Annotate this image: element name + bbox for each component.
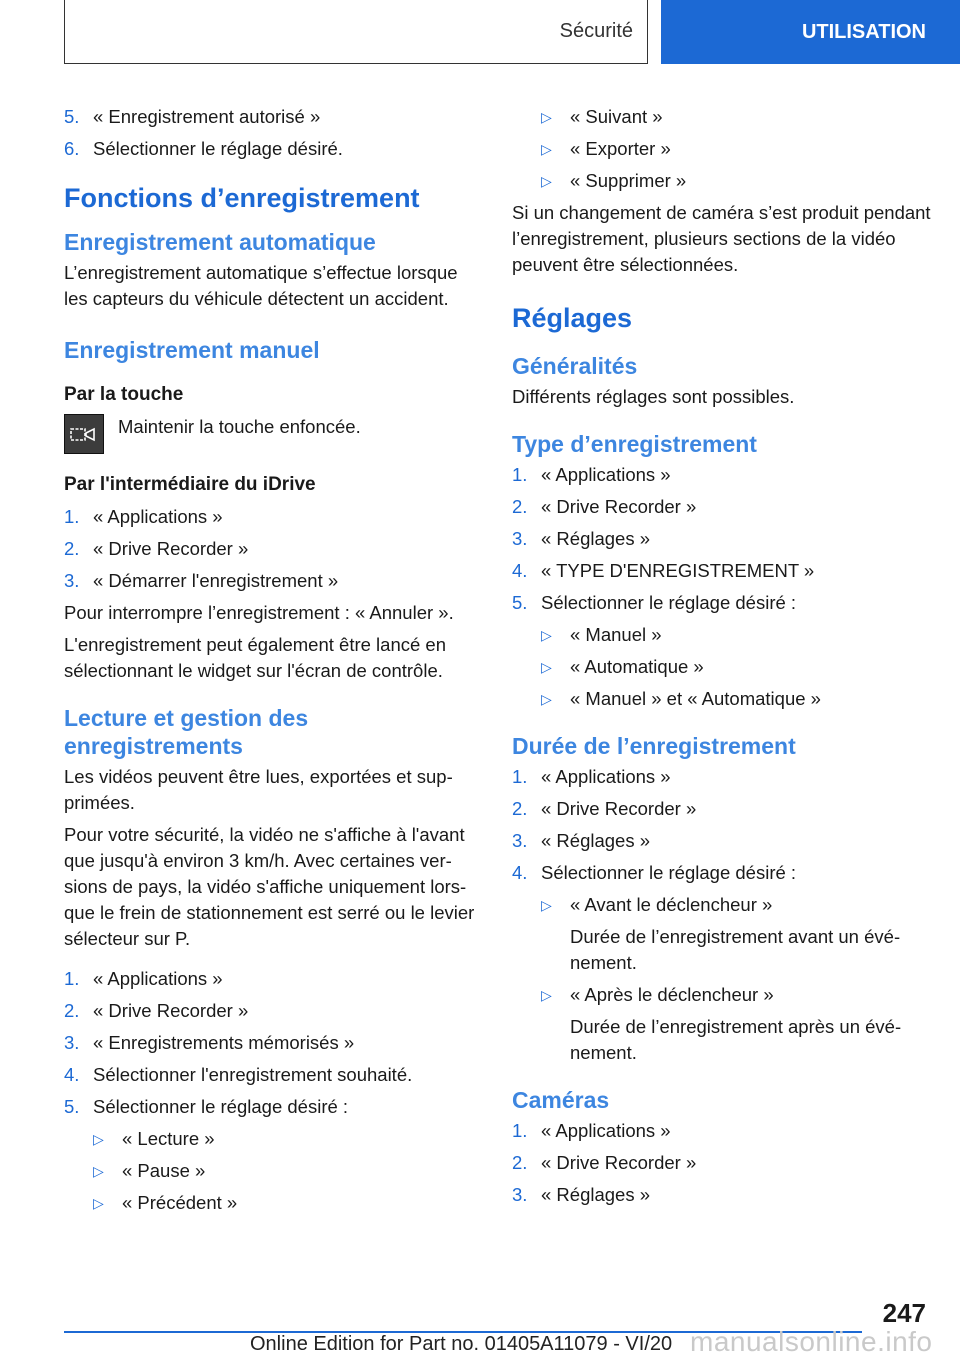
sub-text: « Exporter »	[570, 138, 671, 159]
sub-description: Durée de l’enregistrement après un événement.	[570, 1016, 902, 1063]
list-number: 1.	[64, 968, 80, 989]
list-number: 6.	[64, 138, 80, 159]
sub-item	[512, 622, 932, 648]
list-item	[64, 504, 482, 530]
list-number: 3.	[512, 830, 528, 851]
paragraph-videos: Les vidéos peuvent être lues, exportées et supprimées.	[64, 766, 453, 813]
list-number: 1.	[64, 506, 80, 527]
sub-item	[512, 892, 932, 918]
list-text: « Applications »	[541, 464, 671, 485]
bullet-triangle-icon: ▷	[541, 691, 552, 707]
list-number: 2.	[512, 1152, 528, 1173]
sub-item	[512, 136, 932, 162]
list-item	[512, 558, 932, 584]
bullet-triangle-icon: ▷	[541, 141, 552, 157]
list-item	[512, 764, 932, 790]
paragraph-auto: L’enregistrement automatique s’effectue lorsque les capteurs du véhicule détectent un accident.	[64, 262, 458, 309]
list-number: 1.	[512, 1120, 528, 1141]
paragraph-securite: Pour votre sécurité, la vidéo ne s'affiche à l'avant que jusqu'à environ 3 km/h. Avec certaines versions de pays, la vidéo s'affiche uniquement lorsque le frein de stationnement est serré ou le levier sélecteur sur P.	[64, 824, 475, 949]
sub-item	[512, 104, 932, 130]
sub-text: « Suivant »	[570, 106, 663, 127]
list-text: « Applications »	[93, 968, 223, 989]
bullet-triangle-icon: ▷	[541, 659, 552, 675]
list-number: 2.	[64, 1000, 80, 1021]
paragraph-interrompre: Pour interrompre l’enregistrement : « Annuler ».	[64, 602, 454, 623]
sub-text: « Après le déclencheur »	[570, 984, 774, 1005]
sub-item	[64, 1126, 482, 1152]
list-item	[64, 136, 482, 162]
list-item	[512, 462, 932, 488]
list-number: 4.	[512, 862, 528, 883]
list-text: « Drive Recorder »	[541, 496, 697, 517]
sub-item	[512, 982, 932, 1008]
bullet-triangle-icon: ▷	[93, 1195, 104, 1211]
list-number: 1.	[512, 766, 528, 787]
sub-description: Durée de l’enregistrement avant un événement.	[570, 926, 901, 973]
bullet-triangle-icon: ▷	[93, 1163, 104, 1179]
list-item	[512, 494, 932, 520]
heading-lecture: Lecture et gestion des enregistrements	[64, 705, 309, 759]
list-text: Sélectionner le réglage désiré :	[541, 862, 797, 883]
heading-reglages: Réglages	[512, 303, 633, 333]
sub-item	[512, 168, 932, 194]
list-text: « Applications »	[541, 766, 671, 787]
bullet-triangle-icon: ▷	[541, 173, 552, 189]
left-column	[64, 104, 482, 1222]
list-number: 5.	[64, 106, 80, 127]
bullet-triangle-icon: ▷	[541, 897, 552, 913]
list-item	[64, 966, 482, 992]
list-text: « Applications »	[541, 1120, 671, 1141]
list-item	[512, 796, 932, 822]
list-item	[512, 828, 932, 854]
sub-text: « Pause »	[122, 1160, 206, 1181]
sub-text: « Supprimer »	[570, 170, 687, 191]
heading-auto: Enregistrement automatique	[64, 229, 376, 255]
header-section	[64, 0, 648, 64]
bullet-triangle-icon: ▷	[541, 627, 552, 643]
list-number: 4.	[64, 1064, 80, 1085]
right-column	[512, 104, 932, 1214]
list-text: « Drive Recorder »	[93, 1000, 249, 1021]
header-section-label: Sécurité	[559, 20, 633, 42]
list-item	[64, 1030, 482, 1056]
paragraph-widget: L'enregistrement peut également être lancé en sélectionnant le widget sur l'écran de contrôle.	[64, 634, 446, 681]
list-text: « Démarrer l'enregistrement »	[93, 570, 339, 591]
bullet-triangle-icon: ▷	[93, 1131, 104, 1147]
list-number: 5.	[512, 592, 528, 613]
paragraph-generalites: Différents réglages sont possibles.	[512, 386, 795, 407]
list-number: 1.	[512, 464, 528, 485]
list-item	[512, 1182, 932, 1208]
list-number: 3.	[512, 1184, 528, 1205]
heading-idrive: Par l'intermédiaire du iDrive	[64, 474, 316, 495]
list-item	[64, 1094, 482, 1120]
list-item	[512, 860, 932, 886]
sub-text: « Manuel »	[570, 624, 662, 645]
sub-text: « Précédent »	[122, 1192, 238, 1213]
list-text: « Réglages »	[541, 1184, 651, 1205]
list-text: Sélectionner le réglage désiré :	[541, 592, 797, 613]
list-text: « Drive Recorder »	[93, 538, 249, 559]
sub-item	[64, 1190, 482, 1216]
list-item	[64, 568, 482, 594]
watermark: manualsonline.info	[690, 1326, 933, 1357]
list-text: « Enregistrements mémorisés »	[93, 1032, 355, 1053]
heading-fonctions: Fonctions d’enregistrement	[64, 183, 420, 213]
list-text: « Drive Recorder »	[541, 798, 697, 819]
list-text: « Enregistrement autorisé »	[93, 106, 321, 127]
sub-text: « Avant le déclencheur »	[570, 894, 773, 915]
footer-edition: Online Edition for Part no. 01405A11079 - VI/20	[250, 1333, 673, 1355]
heading-duree: Durée de l’enregistrement	[512, 733, 796, 759]
list-item	[64, 1062, 482, 1088]
sub-item	[64, 1158, 482, 1184]
header-chapter	[661, 0, 960, 64]
sub-item	[512, 686, 932, 712]
list-number: 5.	[64, 1096, 80, 1117]
list-number: 4.	[512, 560, 528, 581]
heading-generalites: Généralités	[512, 353, 638, 379]
list-number: 2.	[512, 798, 528, 819]
list-item	[512, 1118, 932, 1144]
touche-text: Maintenir la touche enfoncée.	[118, 416, 361, 437]
list-item	[512, 1150, 932, 1176]
list-item	[64, 104, 482, 130]
list-number: 3.	[512, 528, 528, 549]
list-item	[512, 590, 932, 616]
list-text: « Drive Recorder »	[541, 1152, 697, 1173]
list-text: Sélectionner le réglage désiré.	[93, 138, 343, 159]
list-item	[64, 536, 482, 562]
sub-text: « Lecture »	[122, 1128, 215, 1149]
button-row	[64, 414, 482, 454]
list-text: « Applications »	[93, 506, 223, 527]
sub-item	[512, 654, 932, 680]
list-text: « Réglages »	[541, 830, 651, 851]
heading-manuel: Enregistrement manuel	[64, 337, 320, 363]
list-text: « Réglages »	[541, 528, 651, 549]
record-button-icon	[64, 414, 104, 454]
heading-type: Type d’enregistrement	[512, 431, 757, 457]
header-chapter-label: UTILISATION	[801, 20, 926, 43]
sub-text: « Manuel » et « Automatique »	[570, 688, 821, 709]
page-number: 247	[882, 1298, 926, 1328]
bullet-triangle-icon: ▷	[541, 987, 552, 1003]
list-number: 2.	[64, 538, 80, 559]
bullet-triangle-icon: ▷	[541, 109, 552, 125]
list-number: 2.	[512, 496, 528, 517]
list-number: 3.	[64, 570, 80, 591]
list-text: « TYPE D'ENREGISTREMENT »	[541, 560, 815, 581]
list-item	[64, 998, 482, 1024]
list-number: 3.	[64, 1032, 80, 1053]
heading-touche: Par la touche	[64, 384, 184, 405]
paragraph-camera: Si un changement de caméra s’est produit pendant l’enregistrement, plusieurs sections de la vidéo peuvent être sélectionnées.	[512, 202, 931, 275]
heading-cameras: Caméras	[512, 1087, 610, 1113]
list-text: Sélectionner le réglage désiré :	[93, 1096, 349, 1117]
sub-text: « Automatique »	[570, 656, 704, 677]
list-item	[512, 526, 932, 552]
list-text: Sélectionner l'enregistrement souhaité.	[93, 1064, 413, 1085]
